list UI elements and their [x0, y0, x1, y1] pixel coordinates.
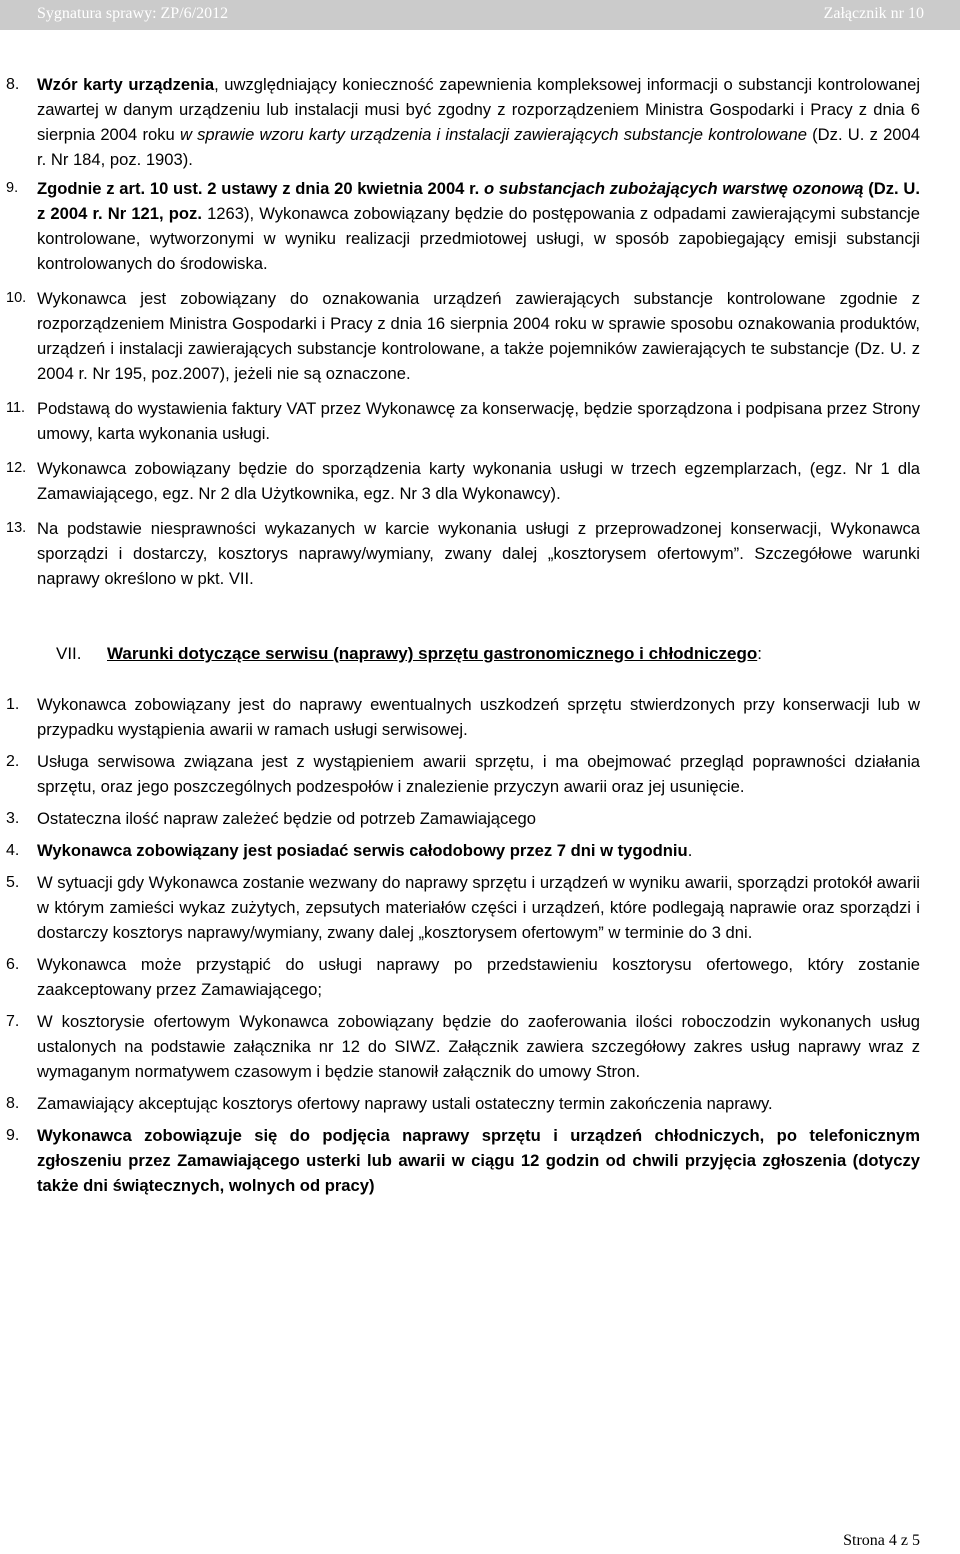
- item-number: 1.: [6, 696, 20, 713]
- list-item: 13. Na podstawie niesprawności wykazanych w karcie wykonania usługi z przeprowadzonej konserwacji, Wykonawca sporządzi i dostarczy, kosztorys naprawy/wymiany, zwany dalej „kosztorysem ofertowym”. Szczegółowe warunki naprawy określono w pkt. VII.: [0, 516, 960, 591]
- page-number: Strona 4 z 5: [843, 1532, 920, 1549]
- item-number: 8.: [6, 76, 20, 93]
- item-number: 13.: [6, 520, 27, 536]
- list-item: 9. Zgodnie z art. 10 ust. 2 ustawy z dnia 20 kwietnia 2004 r. o substancjach zubożających warstwę ozonową (Dz. U. z 2004 r. Nr 121, poz. 1263), Wykonawca zobowiązany będzie do postępowania z odpadami zawierającymi substancje kontrolowane, wytworzonymi w wyniku realizacji przedmiotowej usługi, w sposób zapobiegający emisji substancji kontrolowanych do środowiska.: [0, 176, 960, 276]
- document-body: [0, 72, 960, 1198]
- item-number: 6.: [6, 956, 20, 973]
- list-item: 4. Wykonawca zobowiązany jest posiadać serwis całodobowy przez 7 dni w tygodniu.: [0, 838, 960, 863]
- item-number: 3.: [6, 810, 20, 827]
- list-item: 9. Wykonawca zobowiązuje się do podjęcia naprawy sprzętu i urządzeń chłodniczych, po telefonicznym zgłoszeniu przez Zamawiającego usterki lub awarii w ciągu 12 godzin od chwili przyjęcia zgłoszenia (dotyczy także dni świątecznych, wolnych od pracy): [0, 1123, 960, 1198]
- list-item: 6. Wykonawca może przystąpić do usługi naprawy po przedstawieniu kosztorysu ofertowego, który zostanie zaakceptowany przez Zamawiającego;: [0, 952, 960, 1002]
- list-item: 7. W kosztorysie ofertowym Wykonawca zobowiązany będzie do zaoferowania ilości roboczodzin wykonanych usług ustalonych na podstawie załącznika nr 12 do SIWZ. Załącznik zawiera szczegółowy zakres usług naprawy wraz z wymaganym normatywem czasowym i będzie stanowił załącznik do umowy Stron.: [0, 1009, 960, 1084]
- item-number: 7.: [6, 1013, 20, 1030]
- item-number: 2.: [6, 753, 20, 770]
- item-number: 10.: [6, 290, 27, 306]
- list-item: 8. Wzór karty urządzenia, uwzględniający konieczność zapewnienia kompleksowej informacji o substancji kontrolowanej zawartej w danym urządzeniu lub instalacji musi być zgodny z rozporządzeniem Ministra Gospodarki i Pracy z dnia 6 sierpnia 2004 roku w sprawie wzoru karty urządzenia i instalacji zawierających substancje kontrolowane (Dz. U. z 2004 r. Nr 184, poz. 1903).: [0, 72, 960, 172]
- item-lead: Wzór karty urządzenia: [37, 75, 215, 94]
- attachment-number: Załącznik nr 10: [823, 5, 924, 22]
- section-title: Warunki dotyczące serwisu (naprawy) sprzętu gastronomicznego i chłodniczego: [107, 644, 758, 663]
- section-heading: VII. Warunki dotyczące serwisu (naprawy) sprzętu gastronomicznego i chłodniczego:: [0, 641, 960, 666]
- page-header: [0, 0, 960, 30]
- item-number: 9.: [6, 180, 19, 196]
- item-number: 11.: [6, 400, 26, 416]
- list-item: 2. Usługa serwisowa związana jest z wystąpieniem awarii sprzętu, i ma obejmować przegląd poprawności działania sprzętu, oraz jego poszczególnych podzespołów i znalezienie przyczyn awarii oraz jej usunięcie.: [0, 749, 960, 799]
- list-item: 8. Zamawiający akceptując kosztorys ofertowy naprawy ustali ostateczny termin zakończenia naprawy.: [0, 1091, 960, 1116]
- item-number: 5.: [6, 874, 20, 891]
- section-number: VII.: [56, 644, 82, 663]
- list-item: 5. W sytuacji gdy Wykonawca zostanie wezwany do naprawy sprzętu i urządzeń w wyniku awarii, sporządzi protokół awarii w którym zamieści wykaz zużytych, zepsutych materiałów części i urządzeń, które podlegają naprawie oraz sporządzi i dostarczy kosztorys naprawy/wymiany, zwany dalej „kosztorysem ofertowym” w terminie do 3 dni.: [0, 870, 960, 945]
- list-item: 11. Podstawą do wystawienia faktury VAT przez Wykonawcę za konserwację, będzie sporządzona i podpisana przez Strony umowy, karta wykonania usługi.: [0, 396, 960, 446]
- item-number: 8.: [6, 1095, 20, 1112]
- service-conditions-list: [0, 692, 960, 1198]
- list-item: 12. Wykonawca zobowiązany będzie do sporządzenia karty wykonania usługi w trzech egzemplarzach, (egz. Nr 1 dla Zamawiającego, egz. Nr 2 dla Użytkownika, egz. Nr 3 dla Wykonawcy).: [0, 456, 960, 506]
- item-number: 4.: [6, 842, 20, 859]
- case-signature: Sygnatura sprawy: ZP/6/2012: [37, 5, 229, 22]
- item-number: 12.: [6, 460, 27, 476]
- list-item: 10. Wykonawca jest zobowiązany do oznakowania urządzeń zawierających substancje kontrolowane zgodnie z rozporządzeniem Ministra Gospodarki i Pracy z dnia 16 sierpnia 2004 roku w sprawie sposobu oznakowania produktów, urządzeń i instalacji zawierających substancje kontrolowane, a także pojemników zawierających te substancje (Dz. U. z 2004 r. Nr 195, poz.2007), jeżeli nie są oznaczone.: [0, 286, 960, 386]
- item-number: 9.: [6, 1127, 20, 1144]
- list-item: 3. Ostateczna ilość napraw zależeć będzie od potrzeb Zamawiającego: [0, 806, 960, 831]
- list-item: 1. Wykonawca zobowiązany jest do naprawy ewentualnych uszkodzeń sprzętu stwierdzonych przy konserwacji lub w przypadku wystąpienia awarii w ramach usługi serwisowej.: [0, 692, 960, 742]
